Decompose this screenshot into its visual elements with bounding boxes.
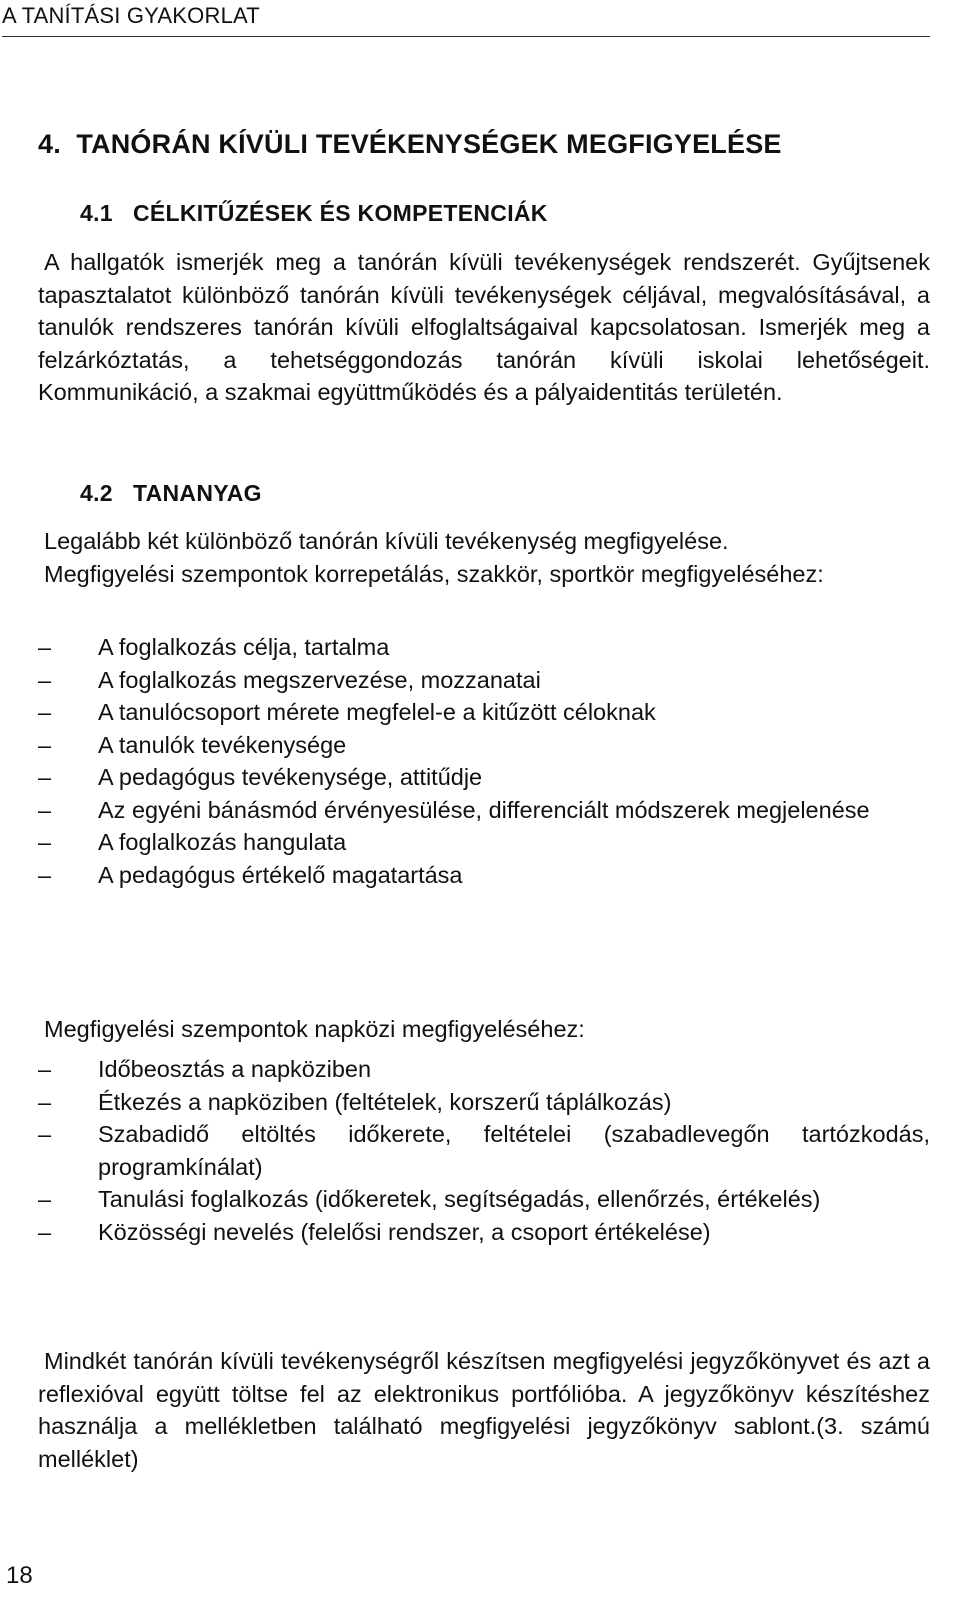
tutoring-criterion-item-text: Az egyéni bánásmód érvényesülése, differenciált módszerek megjelenése: [98, 796, 870, 823]
lead-paragraph-tutoring: Megfigyelési szempontok korrepetálás, szakkör, sportkör megfigyeléséhez:: [44, 560, 824, 587]
page-number: 18: [6, 1562, 33, 1589]
dash-bullet: –: [38, 1056, 52, 1082]
tutoring-criterion-item-text: A foglalkozás hangulata: [98, 829, 347, 855]
section-4-2-closing: [38, 1345, 930, 1475]
dash-bullet: –: [38, 1088, 52, 1115]
dash-bullet: –: [38, 666, 52, 693]
daycare-criterion-item-text: Szabadidő eltöltés időkerete, feltételei (szabadlevegőn tartózkodás, programkínálat): [98, 1121, 930, 1180]
dash-bullet: –: [38, 699, 52, 725]
daycare-criterion-item: [38, 1216, 930, 1249]
observation-list-daycare: [38, 1053, 930, 1248]
section-4-1-title: CÉLKITŰZÉSEK ÉS KOMPETENCIÁK: [132, 200, 548, 226]
section-4-1-heading: [80, 196, 940, 230]
section-4-2-title: TANANYAG: [132, 480, 262, 506]
competencies-paragraph: A hallgatók ismerjék meg a tanórán kívüli tevékenységek rendszerét. Gyűjtsenek tapasztalatot különböző tanórán kívüli tevékenységek céljával, megvalósításával, a tanulók rendszeres tanórán kívüli elfoglaltságaival kapcsolatosan. Ismerjék meg a felzárkóztatás, a tehetséggondozás tanórán kívüli iskolai lehetőségeit. Kommunikáció, a szakmai együttműködés és a pályaidentitás területén.: [38, 249, 930, 405]
section-4-2-lead2: [38, 1013, 930, 1046]
tutoring-criterion-item-text: A pedagógus értékelő magatartása: [98, 861, 463, 888]
daycare-criterion-item: [38, 1053, 930, 1086]
daycare-criterion-item-text: Időbeosztás a napköziben: [98, 1056, 372, 1082]
daycare-criterion-item-text: Közösségi nevelés (felelősi rendszer, a csoport értékelése): [98, 1218, 711, 1245]
tutoring-criterion-item: [38, 729, 930, 762]
chapter-title: TANÓRÁN KÍVÜLI TEVÉKENYSÉGEK MEGFIGYELÉSE: [76, 129, 782, 159]
tutoring-criterion-item-text: A tanulók tevékenysége: [98, 731, 347, 758]
dash-bullet: –: [38, 796, 52, 823]
dash-bullet: –: [38, 1121, 52, 1147]
observation-list-tutoring: [38, 631, 930, 891]
running-header: [2, 0, 930, 37]
tutoring-criterion-item: [38, 859, 930, 892]
dash-bullet: –: [38, 634, 52, 660]
dash-bullet: –: [38, 1218, 52, 1245]
dash-bullet: –: [38, 731, 52, 758]
closing-paragraph: Mindkét tanórán kívüli tevékenységről készítsen megfigyelési jegyzőkönyvet és azt a reflexióval együtt töltse fel az elektronikus portfólióba. A jegyzőkönyv készítéshez használja a mellékletben található megfigyelési jegyzőkönyv sablont.(3. számú melléklet): [38, 1348, 930, 1472]
daycare-criterion-item: [38, 1118, 930, 1183]
lead-paragraph-daycare: Megfigyelési szempontok napközi megfigyeléséhez:: [44, 1016, 585, 1042]
chapter-number: 4.: [38, 129, 61, 159]
section-4-2-heading: [80, 476, 940, 510]
tutoring-criterion-item-text: A tanulócsoport mérete megfelel-e a kitűzött céloknak: [98, 699, 656, 725]
tutoring-criterion-item: [38, 761, 930, 794]
daycare-criterion-item: [38, 1086, 930, 1119]
tutoring-criterion-item-text: A foglalkozás megszervezése, mozzanatai: [98, 666, 541, 693]
tutoring-criterion-item: [38, 664, 930, 697]
tutoring-criterion-item: [38, 696, 930, 729]
section-4-2-intro: [38, 525, 930, 590]
daycare-criterion-item-text: Étkezés a napköziben (feltételek, korszerű táplálkozás): [98, 1088, 672, 1115]
dash-bullet: –: [38, 764, 52, 790]
tutoring-criterion-item-text: A pedagógus tevékenysége, attitűdje: [98, 764, 483, 790]
tutoring-criterion-item-text: A foglalkozás célja, tartalma: [98, 634, 390, 660]
chapter-heading: [38, 124, 938, 164]
section-4-1-number: 4.1: [80, 200, 113, 226]
section-4-1-body: [38, 246, 930, 409]
tutoring-criterion-item: [38, 826, 930, 859]
tutoring-criterion-item: [38, 631, 930, 664]
intro-paragraph: Legalább két különböző tanórán kívüli tevékenység megfigyelése.: [44, 528, 729, 554]
section-4-2-number: 4.2: [80, 480, 113, 506]
running-header-title: A TANÍTÁSI GYAKORLAT: [2, 3, 260, 28]
dash-bullet: –: [38, 861, 52, 888]
dash-bullet: –: [38, 1186, 52, 1212]
tutoring-criterion-item: [38, 794, 930, 827]
daycare-criterion-item-text: Tanulási foglalkozás (időkeretek, segítségadás, ellenőrzés, értékelés): [98, 1186, 821, 1212]
daycare-criterion-item: [38, 1183, 930, 1216]
dash-bullet: –: [38, 829, 52, 855]
